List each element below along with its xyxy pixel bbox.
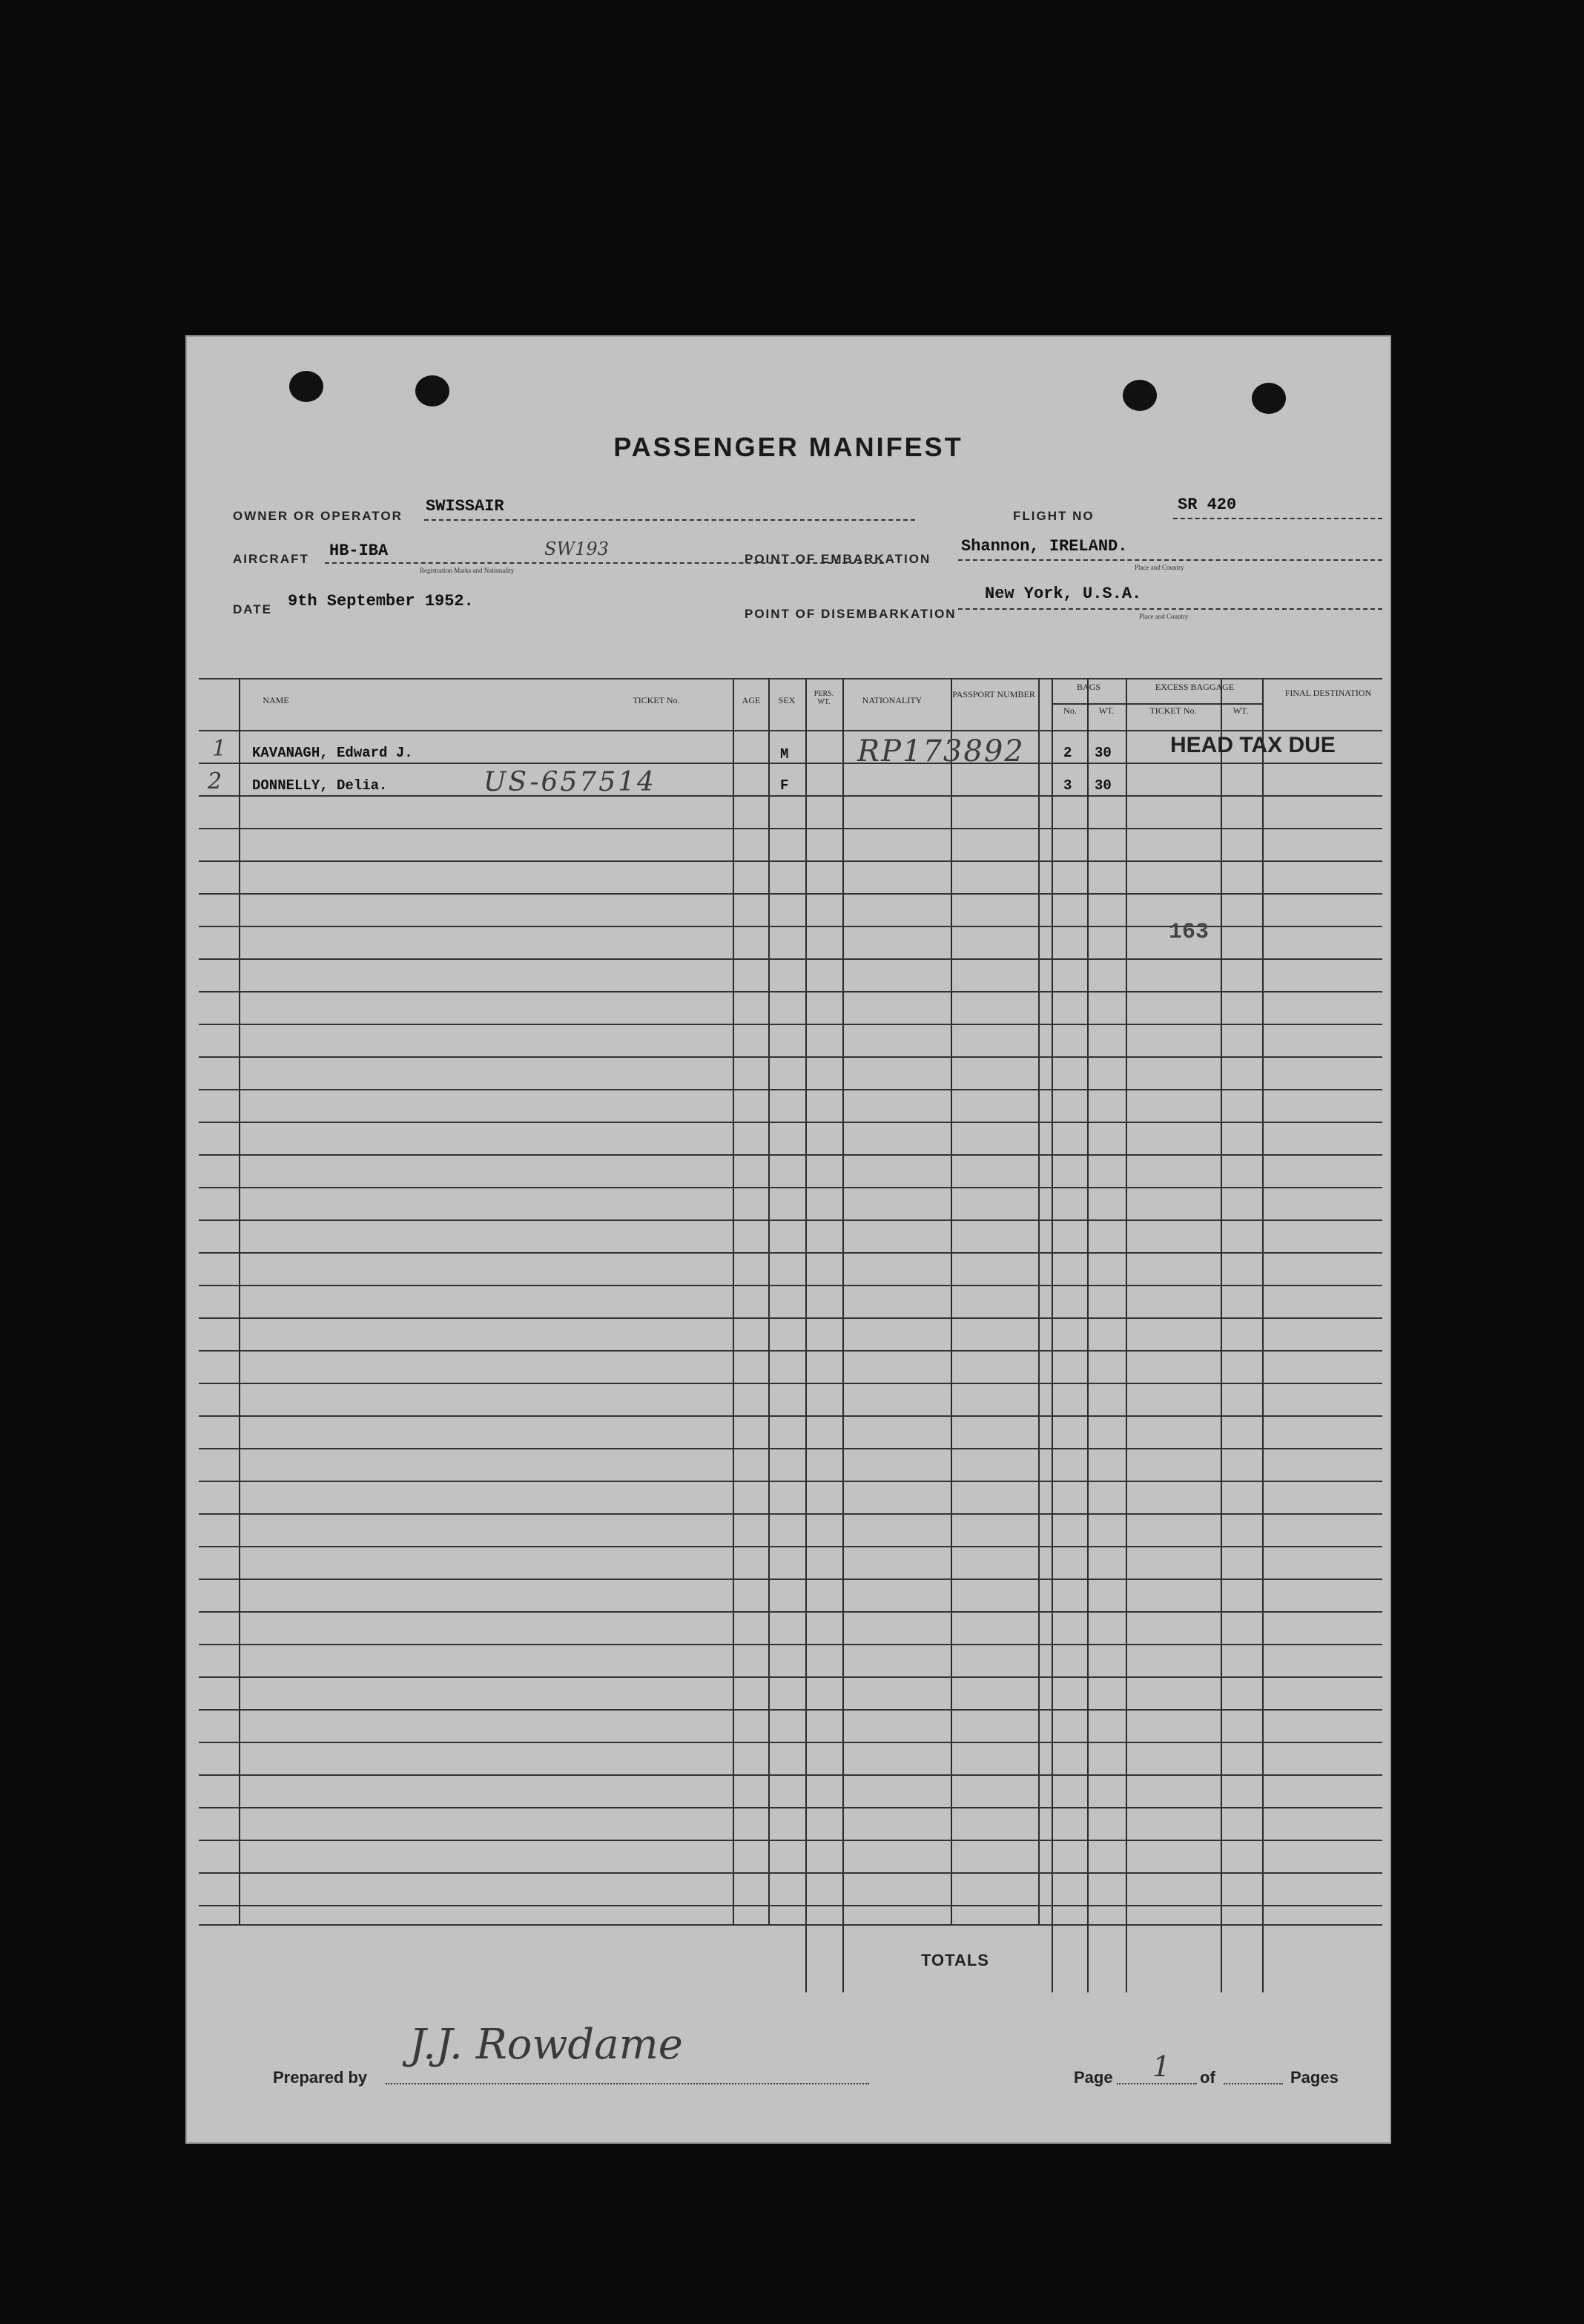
- table-row-line: [199, 1872, 1382, 1874]
- column-divider: [805, 678, 807, 1924]
- table-row-line: [199, 1056, 1382, 1058]
- disembarkation-line: [958, 608, 1382, 610]
- row-bags-no-2: 3: [1063, 777, 1072, 794]
- totals-divider: [1262, 1924, 1264, 1992]
- manifest-sheet: [185, 335, 1391, 2144]
- column-divider: [1126, 678, 1127, 1924]
- header-excess-ticket: TICKET No.: [1149, 705, 1197, 716]
- header-excess: EXCESS BAGGAGE: [1155, 682, 1235, 692]
- head-tax-stamp: HEAD TAX DUE: [1170, 733, 1336, 757]
- flight-label: FLIGHT NO: [1013, 509, 1095, 523]
- totals-divider: [805, 1924, 807, 1992]
- table-row-line: [199, 1774, 1382, 1776]
- row-bags-no-1: 2: [1063, 745, 1072, 761]
- table-row-line: [199, 1546, 1382, 1547]
- table-row-line: [199, 1840, 1382, 1841]
- aircraft-value: HB-IBA: [329, 542, 389, 560]
- header-pers-wt: PERS. WT.: [814, 690, 834, 706]
- row-name-1: KAVANAGH, Edward J.: [252, 745, 413, 761]
- column-divider: [1052, 678, 1053, 1924]
- embarkation-line: [958, 559, 1382, 561]
- flight-value: SR 420: [1178, 496, 1237, 514]
- disembarkation-caption: Place and Country: [1139, 613, 1189, 620]
- row-number-1: 1: [212, 736, 227, 762]
- owner-value: SWISSAIR: [426, 497, 504, 516]
- table-row-line: [199, 1905, 1382, 1906]
- table-row-line: [199, 1481, 1382, 1482]
- row-ticket-2: US-657514: [484, 767, 656, 797]
- aircraft-label: AIRCRAFT: [233, 552, 309, 566]
- totals-divider: [1052, 1924, 1053, 1992]
- embarkation-value: Shannon, IRELAND.: [961, 537, 1128, 556]
- column-divider: [768, 678, 770, 1924]
- header-nationality: NATIONALITY: [862, 695, 923, 705]
- table-row-line: [199, 893, 1382, 895]
- aircraft-caption: Registration Marks and Nationality: [420, 567, 515, 574]
- prepared-label: Prepared by: [273, 2068, 368, 2087]
- prepared-line: [386, 2083, 869, 2084]
- table-row-line: [199, 1024, 1382, 1025]
- page-number: 1: [1152, 2050, 1171, 2083]
- column-divider: [1262, 678, 1264, 1924]
- table-row-line: [199, 1415, 1382, 1417]
- column-divider: [1221, 678, 1222, 1924]
- table-row-line: [199, 1676, 1382, 1678]
- totals-divider: [1126, 1924, 1127, 1992]
- row-passport-1: RP173892: [857, 734, 1025, 768]
- page-line: [1117, 2083, 1197, 2084]
- punch-hole: [415, 375, 449, 406]
- table-row-line: [199, 1513, 1382, 1515]
- table-row-line: [199, 1709, 1382, 1711]
- table-row-line: [199, 1187, 1382, 1188]
- column-divider: [733, 678, 734, 1924]
- table-row-line: [199, 1089, 1382, 1090]
- column-divider: [842, 678, 844, 1924]
- row-bags-wt-2: 30: [1095, 777, 1112, 794]
- table-row-line: [199, 1611, 1382, 1613]
- pages-label: Pages: [1290, 2068, 1339, 2087]
- row-sex-1: M: [780, 746, 789, 763]
- date-value: 9th September 1952.: [288, 592, 474, 610]
- disembarkation-value: New York, U.S.A.: [985, 585, 1142, 603]
- embarkation-label: POINT OF EMBARKATION: [745, 552, 931, 566]
- header-sex: SEX: [778, 695, 796, 705]
- table-row-line: [199, 991, 1382, 993]
- table-row-line: [199, 860, 1382, 862]
- owner-label: OWNER OR OPERATOR: [233, 509, 403, 523]
- header-bags-no: No.: [1063, 705, 1077, 716]
- disembarkation-label: POINT OF DISEMBARKATION: [745, 607, 957, 621]
- punch-hole: [1252, 383, 1286, 414]
- header-name: NAME: [263, 695, 289, 705]
- header-final-destination: FINAL DESTINATION: [1284, 688, 1372, 698]
- flight-line: [1173, 518, 1382, 519]
- table-row-line: [199, 1742, 1382, 1743]
- table-row-line: [199, 763, 1382, 764]
- subheader-border: [1053, 703, 1264, 705]
- totals-divider: [1221, 1924, 1222, 1992]
- table-row-line: [199, 828, 1382, 829]
- column-divider: [1087, 678, 1089, 1924]
- header-ticket: TICKET No.: [633, 695, 680, 705]
- stamp-number: 163: [1169, 920, 1210, 945]
- punch-hole: [1123, 380, 1157, 411]
- table-row-line: [199, 1154, 1382, 1156]
- table-row-line: [199, 1122, 1382, 1123]
- table-row-line: [199, 1807, 1382, 1808]
- table-header-border: [199, 730, 1382, 731]
- of-label: of: [1200, 2068, 1215, 2087]
- header-bags-wt: WT.: [1098, 705, 1115, 716]
- header-passport: PASSPORT NUMBER: [952, 689, 1035, 699]
- table-bottom-border: [199, 1924, 1382, 1926]
- date-label: DATE: [233, 602, 273, 616]
- header-bags: BAGS: [1076, 682, 1100, 692]
- owner-line: [424, 519, 915, 521]
- table-row-line: [199, 1285, 1382, 1286]
- row-bags-wt-1: 30: [1095, 745, 1112, 761]
- table-row-line: [199, 1579, 1382, 1580]
- row-number-2: 2: [208, 768, 222, 794]
- table-row-line: [199, 1644, 1382, 1645]
- header-age: AGE: [742, 695, 761, 705]
- table-row-line: [199, 1317, 1382, 1319]
- table-row-line: [199, 1252, 1382, 1254]
- row-name-2: DONNELLY, Delia.: [252, 777, 388, 794]
- prepared-signature: J.J. Rowdame: [409, 2021, 683, 2069]
- punch-hole: [289, 371, 323, 402]
- pages-line: [1224, 2083, 1283, 2084]
- embarkation-caption: Place and Country: [1135, 564, 1184, 571]
- table-top-border: [199, 678, 1382, 679]
- column-divider: [1038, 678, 1040, 1924]
- table-row-line: [199, 1219, 1382, 1221]
- totals-divider: [842, 1924, 844, 1992]
- column-divider: [239, 678, 240, 1924]
- table-row-line: [199, 958, 1382, 960]
- column-divider: [951, 678, 952, 1924]
- page-label: Page: [1074, 2068, 1113, 2087]
- table-row-line: [199, 1350, 1382, 1352]
- row-sex-2: F: [780, 777, 789, 794]
- totals-label: TOTALS: [921, 1951, 989, 1969]
- table-row-line: [199, 1448, 1382, 1449]
- aircraft-handwritten: SW193: [544, 539, 609, 559]
- table-row-line: [199, 1383, 1382, 1384]
- page-title: PASSENGER MANIFEST: [613, 432, 963, 462]
- header-excess-wt: WT.: [1232, 705, 1249, 716]
- table-row-line: [199, 795, 1382, 797]
- totals-divider: [1087, 1924, 1089, 1992]
